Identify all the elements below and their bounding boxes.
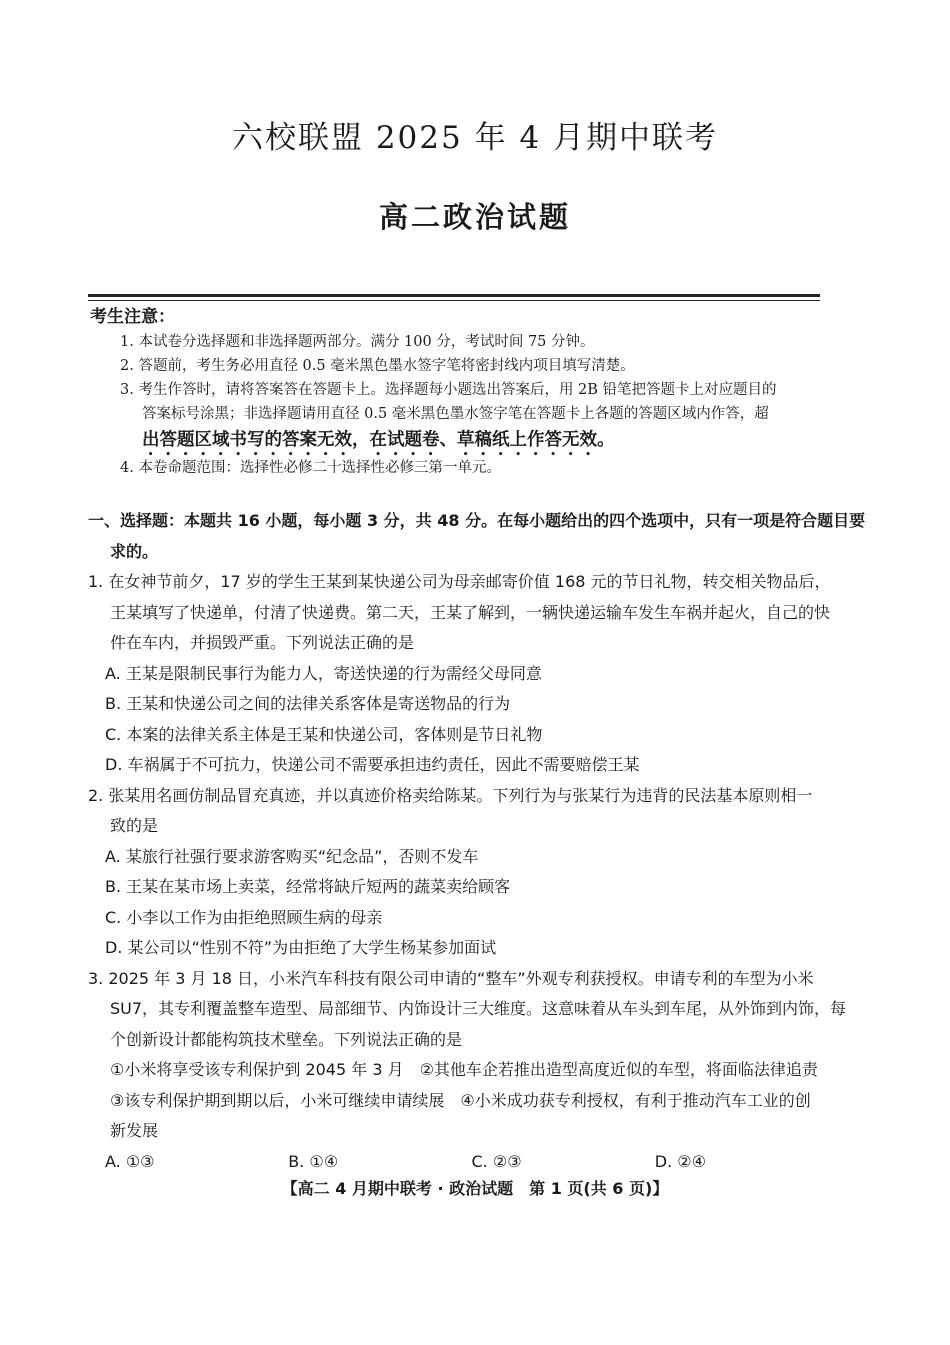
question-2-stem: 致的是 (110, 816, 159, 835)
question-1-stem: 件在车内，并损毁严重。下列说法正确的是 (110, 633, 415, 652)
question-3-option-a: A. ①③ (105, 1151, 155, 1171)
question-1-option-c: C. 本案的法律关系主体是王某和快递公司，客体则是节日礼物 (105, 724, 543, 744)
notice-item: 2. 答题前，考生务必用直径 0.5 毫米黑色墨水签字笔将密封线内项目填写清楚。 (120, 358, 635, 374)
question-3-options (88, 1147, 838, 1178)
question-3-item: ①小米将享受该专利保护到 2045 年 3 月 ②其他车企若推出造型高度近似的车型，将面临法律追责 (110, 1060, 818, 1079)
question-3-stem: 个创新设计都能构筑技术壁垒。下列说法正确的是 (110, 1029, 463, 1049)
question-1-stem: 王某填写了快递单，付清了快递费。第二天，王某了解到，一辆快递运输车发生车祸并起火，自己的快 (110, 602, 831, 622)
question-3-option-c: C. ②③ (471, 1151, 522, 1171)
question-3-option-b: B. ①④ (288, 1151, 339, 1171)
questions-area (88, 506, 866, 1177)
question-1-option-b: B. 王某和快递公司之间的法律关系客体是寄送物品的行为 (105, 694, 511, 713)
notice-heading: 考生注意： (90, 307, 175, 327)
question-3-stem: SU7，其专利覆盖整车造型、局部细节、内饰设计三大维度。这意味着从车头到车尾，从外饰到内饰，每 (110, 999, 847, 1018)
section-heading: 一、选择题：本题共 16 小题，每小题 3 分，共 48 分。在每小题给出的四个选项中，只有一项是符合题目要 (88, 511, 866, 530)
question-2-stem: 2. 张某用名画仿制品冒充真迹，并以真迹价格卖给陈某。下列行为与张某行为违背的民法基本原则相一 (88, 785, 813, 805)
notice-item: 答案标号涂黑；非选择题请用直径 0.5 毫米黑色墨水签字笔在答题卡上各题的答题区域内作答，超 (142, 406, 769, 422)
question-1-option-a: A. 王某是限制民事行为能力人，寄送快递的行为需经父母同意 (105, 663, 542, 683)
question-3-stem: 3. 2025 年 3 月 18 日，小米汽车科技有限公司申请的“整车”外观专利获授权。申请专利的车型为小米 (88, 968, 814, 988)
question-3-item: ③该专利保护期到期以后，小米可继续申请续展 ④小米成功获专利授权，有利于推动汽车工业的创 (110, 1090, 811, 1110)
question-2-option-c: C. 小李以工作为由拒绝照顾生病的母亲 (105, 907, 383, 927)
question-3-item: 新发展 (110, 1121, 159, 1140)
header-rule-thick (88, 294, 820, 297)
notice-item: 4. 本卷命题范围：选择性必修二十选择性必修三第一单元。 (120, 460, 501, 476)
question-1-option-d: D. 车祸属于不可抗力，快递公司不需要承担违约责任，因此不需要赔偿王某 (105, 755, 640, 774)
exam-subtitle: 高二政治试题 (378, 200, 571, 234)
notice-item-emphasis: 出答题区域书写的答案无效，在试题卷、草稿纸上作答无效。 (142, 430, 615, 450)
question-3-option-d: D. ②④ (654, 1151, 706, 1171)
question-1-stem: 1. 在女神节前夕，17 岁的学生王某到某快递公司为母亲邮寄价值 168 元的节日礼物，转交相关物品后， (88, 572, 831, 591)
section-heading-cont: 求的。 (110, 541, 159, 561)
notice-item: 3. 考生作答时，请将答案答在答题卡上。选择题每小题选出答案后，用 2B 铅笔把答题卡上对应题目的 (120, 382, 777, 398)
question-2-option-b: B. 王某在某市场上卖菜，经常将缺斤短两的蔬菜卖给顾客 (105, 877, 511, 896)
notice-list (120, 330, 825, 480)
page-footer: 【高二 4 月期中联考 · 政治试题 第 1 页(共 6 页)】 (281, 1179, 669, 1198)
notice-item: 1. 本试卷分选择题和非选择题两部分。满分 100 分，考试时间 75 分钟。 (120, 334, 595, 350)
header-rule-thin (88, 300, 820, 301)
exam-title: 六校联盟 2025 年 4 月期中联考 (231, 120, 719, 156)
question-2-option-a: A. 某旅行社强行要求游客购买“纪念品”，否则不发车 (105, 846, 479, 866)
question-2-option-d: D. 某公司以“性别不符”为由拒绝了大学生杨某参加面试 (105, 938, 497, 957)
